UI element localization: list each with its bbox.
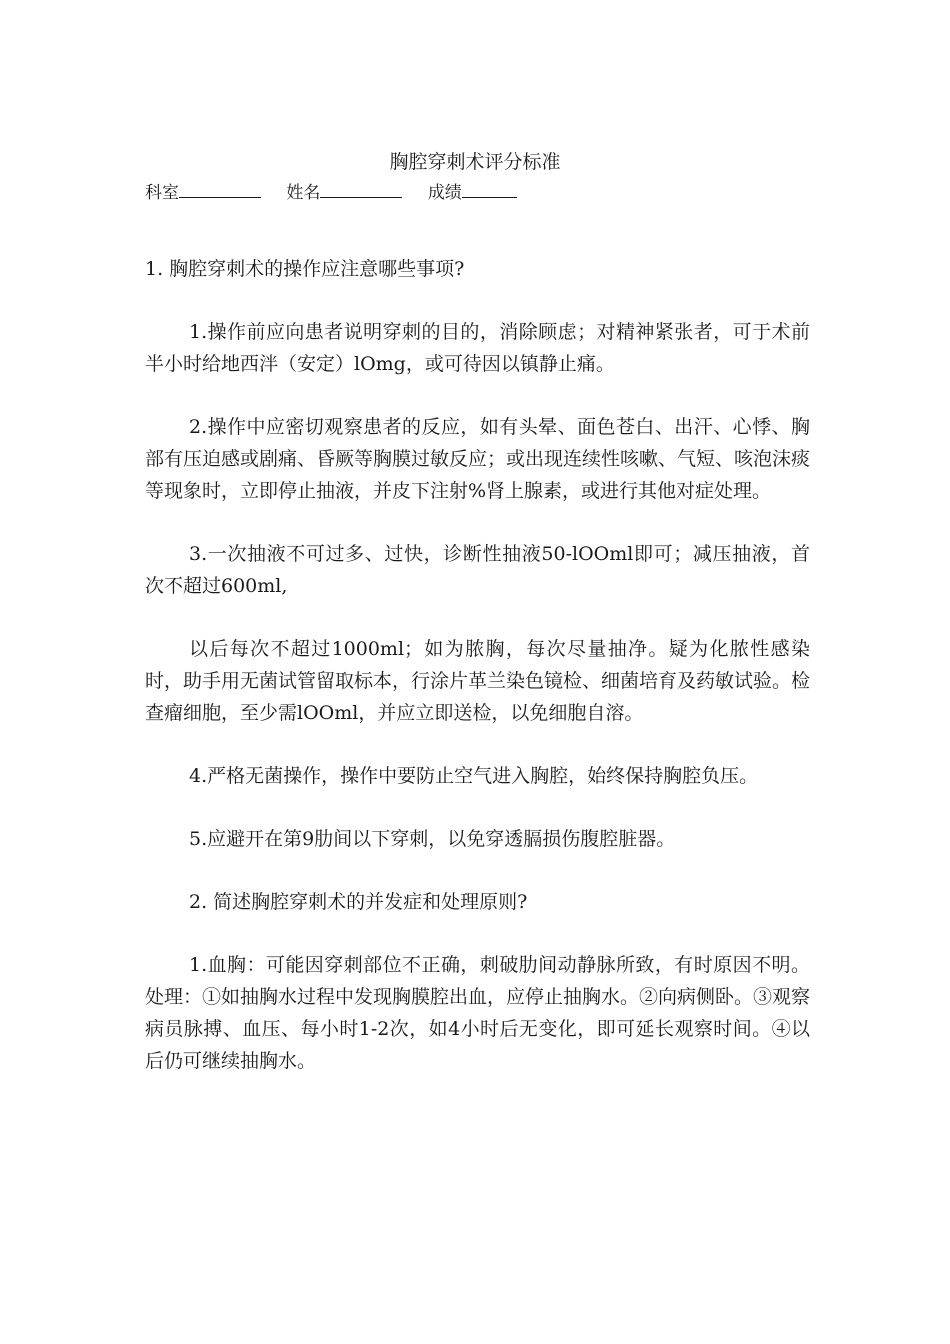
score-label: 成绩 <box>427 183 462 203</box>
score-blank <box>462 181 517 198</box>
question-heading: 2. 简述胸腔穿刺术的并发症和处理原则? <box>189 891 528 913</box>
document-body <box>145 253 810 1108</box>
header-fields <box>145 181 537 204</box>
document-title: 胸腔穿刺术评分标准 <box>389 151 561 173</box>
paragraph: 5.应避开在第9肋间以下穿刺，以免穿透膈损伤腹腔脏器。 <box>189 828 676 850</box>
paragraph: 2.操作中应密切观察患者的反应，如有头晕、面色苍白、出汗、心悸、胸部有压迫感或剧痛、昏厥等胸膜过敏反应；或出现连续性咳嗽、气短、咳泡沫痰等现象时，立即停止抽液，并皮下注射%肾上腺素，或进行其他对症处理。 <box>145 416 811 502</box>
paragraph: 4.严格无菌操作，操作中要防止空气进入胸腔，始终保持胸腔负压。 <box>189 765 759 787</box>
name-field <box>286 181 402 204</box>
name-blank <box>320 181 402 198</box>
dept-label: 科室 <box>145 183 179 203</box>
name-label: 姓名 <box>286 183 321 203</box>
question-heading: 1. 胸腔穿刺术的操作应注意哪些事项? <box>145 258 465 280</box>
paragraph: 1.操作前应向患者说明穿刺的目的，消除顾虑；对精神紧张者，可于术前半小时给地西泮（安定）lOmg，或可待因以镇静止痛。 <box>145 321 810 375</box>
dept-blank <box>179 181 261 198</box>
score-field <box>428 181 517 204</box>
paragraph: 1.血胸：可能因穿刺部位不正确，刺破肋间动静脉所致，有时原因不明。处理：①如抽胸水过程中发现胸膜腔出血，应停止抽胸水。②向病侧卧。③观察病员脉搏、血压、每小时1-2次，如4小时后无变化，即可延长观察时间。④以后仍可继续抽胸水。 <box>145 954 811 1072</box>
paragraph: 3.一次抽液不可过多、过快，诊断性抽液50-lOOml即可；减压抽液，首次不超过600ml, <box>145 543 810 597</box>
dept-field <box>145 181 261 204</box>
paragraph: 以后每次不超过1000ml；如为脓胸，每次尽量抽净。疑为化脓性感染时，助手用无菌试管留取标本，行涂片革兰染色镜检、细菌培育及药敏试验。检查瘤细胞，至少需lOOml，并应立即送检，以免细胞自溶。 <box>145 638 811 724</box>
